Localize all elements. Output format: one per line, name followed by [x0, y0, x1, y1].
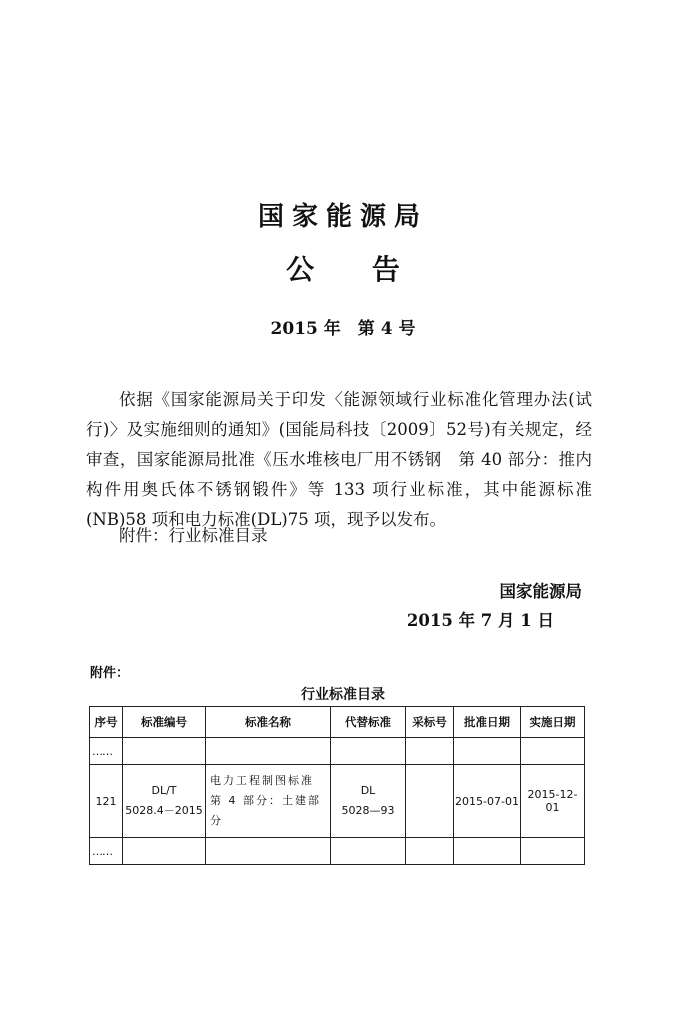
empty-cell	[331, 738, 406, 765]
empty-cell	[206, 738, 331, 765]
cell-effective: 2015-12-01	[521, 765, 585, 838]
ellipsis-cell: ……	[90, 838, 123, 865]
col-header-replaces: 代替标准	[331, 707, 406, 738]
attachment-heading: 附件：	[90, 666, 130, 681]
table-row	[90, 765, 585, 838]
empty-cell	[406, 738, 454, 765]
empty-cell	[331, 838, 406, 865]
empty-cell	[123, 838, 206, 865]
table-row-ellipsis-top	[90, 738, 585, 765]
empty-cell	[521, 738, 585, 765]
cell-code-line1: DL/T	[151, 784, 177, 797]
attachment-note: 附件：行业标准目录	[119, 526, 268, 545]
empty-cell	[521, 838, 585, 865]
cell-approved: 2015-07-01	[454, 765, 521, 838]
col-header-code: 标准编号	[123, 707, 206, 738]
cell-name: 电力工程制图标准 第 4 部分：土建部分	[206, 765, 331, 838]
issue-number: 2015 年 第 4 号	[270, 319, 416, 339]
col-header-effective: 实施日期	[521, 707, 585, 738]
cell-replaces-line2: 5028—93	[341, 804, 395, 817]
empty-cell	[454, 838, 521, 865]
empty-cell	[454, 738, 521, 765]
standards-table	[89, 706, 585, 865]
empty-cell	[123, 738, 206, 765]
col-header-seq: 序号	[90, 707, 123, 738]
empty-cell	[406, 838, 454, 865]
cell-replaces	[331, 765, 406, 838]
announcement-paragraph: 依据《国家能源局关于印发〈能源领域行业标准化管理办法(试行)〉及实施细则的通知》(国能局科技〔2009〕52号)有关规定，经审查，国家能源局批准《压水堆核电厂用不锈钢 第 40 部分：推内构件用奥氏体不锈钢锻件》等 133 项行业标准，其中能源标准(NB)58 项和电力标准(DL)75 项，现予以发布。	[86, 390, 592, 529]
empty-cell	[206, 838, 331, 865]
cell-code-line2: 5028.4－2015	[125, 804, 203, 817]
cell-adopted	[406, 765, 454, 838]
document-type: 公 告	[286, 253, 424, 286]
cell-seq: 121	[90, 765, 123, 838]
table-row-ellipsis-bottom	[90, 838, 585, 865]
cell-replaces-line1: DL	[360, 784, 376, 797]
col-header-name: 标准名称	[206, 707, 331, 738]
table-header-row	[90, 707, 585, 738]
cell-code	[123, 765, 206, 838]
col-header-approved: 批准日期	[454, 707, 521, 738]
issuing-authority: 国家能源局	[257, 202, 428, 232]
ellipsis-cell: ……	[90, 738, 123, 765]
table-title: 行业标准目录	[301, 687, 385, 703]
signature-org: 国家能源局	[499, 582, 582, 601]
signature-date: 2015 年 7 月 1 日	[406, 611, 554, 630]
col-header-adopted: 采标号	[406, 707, 454, 738]
